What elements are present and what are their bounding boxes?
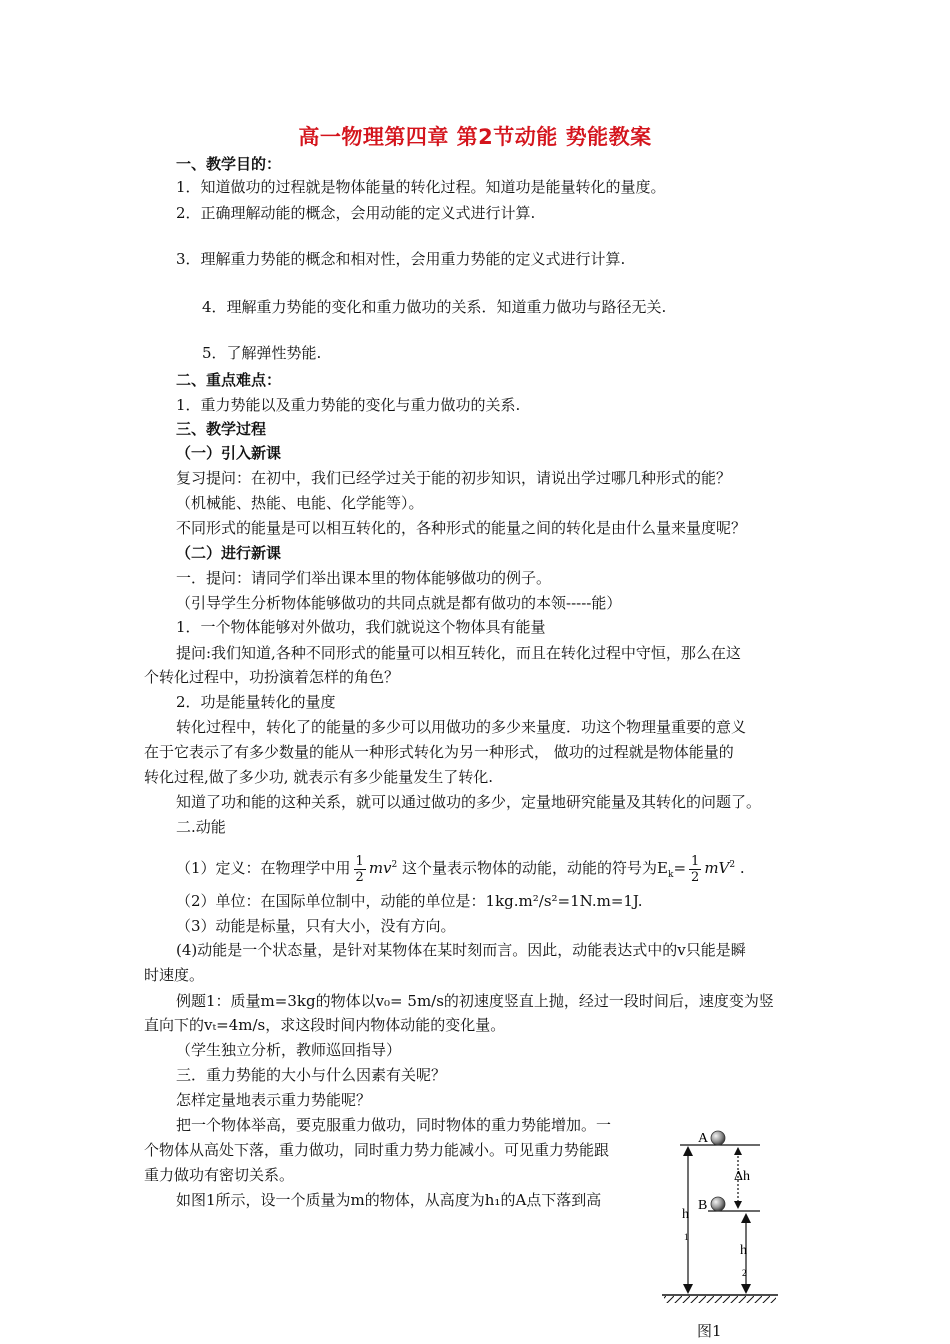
formula-exponent: 2 (729, 860, 736, 870)
figure-1-diagram (650, 1120, 790, 1344)
arrow-down-icon (741, 1284, 751, 1294)
definition-text: 这个量表示物体的动能，动能的符号为E (402, 859, 668, 877)
paragraph-line: 例题1：质量m=3kg的物体以v₀= 5m/s的初速度竖直上抛，经过一段时间后，速度变为竖 (176, 992, 774, 1010)
paragraph-line: 1．一个物体能够对外做功，我们就说这个物体具有能量 (176, 618, 546, 636)
fraction-one-half (689, 854, 701, 885)
subsection-heading-new-lesson: （二）进行新课 (176, 544, 282, 562)
label-h1-subscript: 1 (684, 1232, 689, 1242)
label-h1: h (682, 1207, 689, 1222)
formula-exponent: 2 (391, 860, 398, 870)
paragraph-line: 怎样定量地表示重力势能呢？ (176, 1091, 372, 1109)
paragraph-line: （2）单位：在国际单位制中，动能的单位是：1kg.m²/s²=1N.m=1J. (176, 892, 643, 910)
paragraph-line: 一．提问：请同学们举出课本里的物体能够做功的例子。 (176, 569, 552, 587)
paragraph-line: 知道了功和能的这种关系，就可以通过做功的多少，定量地研究能量及其转化的问题了。 (176, 793, 762, 811)
formula-period: . (739, 859, 745, 877)
objective-item: 4．理解重力势能的变化和重力做功的关系．知道重力做功与路径无关. (202, 298, 667, 316)
label-delta-h: Δh (734, 1169, 751, 1184)
paragraph-line: 个物体从高处下落，重力做功，同时重力势力能减小。可见重力势能跟 (144, 1141, 610, 1159)
arrow-down-icon (734, 1201, 742, 1209)
fraction-numerator: 1 (355, 853, 364, 869)
figure-caption: 图1 (697, 1322, 722, 1340)
subsection-heading-intro: （一）引入新课 (176, 444, 282, 462)
paragraph-line: （机械能、热能、电能、化学能等）。 (176, 494, 424, 512)
paragraph-line: 转化过程,做了多少功, 就表示有多少能量发生了转化. (144, 768, 494, 786)
label-h2-subscript: 2 (742, 1268, 747, 1278)
paragraph-line: 把一个物体举高，要克服重力做功，同时物体的重力势能增加。一 (176, 1116, 612, 1134)
paragraph-line: (4)动能是一个状态量，是针对某物体在某时刻而言。因此，动能表达式中的v只能是瞬 (176, 941, 746, 959)
objective-item: 2．正确理解动能的概念，会用动能的定义式进行计算. (176, 204, 536, 222)
fraction-one-half (354, 854, 366, 885)
paragraph-line: 不同形式的能量是可以相互转化的，各种形式的能量之间的转化是由什么量来量度呢？ (176, 519, 747, 537)
arrow-up-icon (683, 1146, 693, 1156)
arrow-up-icon (741, 1213, 751, 1223)
kinetic-energy-definition (176, 850, 745, 890)
paragraph-line: 提问:我们知道,各种不同形式的能量可以相互转化，而且在转化过程中守恒，那么在这 (176, 644, 741, 662)
ball-a (711, 1131, 725, 1145)
fraction-denominator: 2 (355, 869, 364, 885)
formula-mv: mv (368, 859, 392, 877)
paragraph-line: 在于它表示了有多少数量的能从一种形式转化为另一种形式， 做功的过程就是物体能量的 (144, 743, 734, 761)
ground-hatch (664, 1296, 776, 1303)
ball-b (711, 1197, 725, 1211)
paragraph-line: 个转化过程中，功扮演着怎样的角色？ (144, 668, 400, 686)
objective-item: 5．了解弹性势能. (202, 344, 322, 362)
arrow-up-icon (734, 1147, 742, 1155)
section-heading-key-points: 二、重点难点： (176, 371, 282, 389)
label-a: A (698, 1131, 709, 1146)
section-heading-process: 三、教学过程 (176, 420, 267, 438)
paragraph-line: 如图1所示，设一个质量为m的物体，从高度为h₁的A点下落到高 (176, 1191, 602, 1209)
paragraph-line: 二.动能 (176, 818, 226, 836)
objective-item: 3．理解重力势能的概念和相对性，会用重力势能的定义式进行计算. (176, 250, 626, 268)
formula-mV: mV (704, 859, 730, 877)
paragraph-line: 时速度。 (144, 966, 205, 984)
paragraph-line: （学生独立分析，教师巡回指导） (176, 1041, 402, 1059)
definition-text: （1）定义：在物理学中用 (176, 859, 351, 877)
key-point-item: 1．重力势能以及重力势能的变化与重力做功的关系. (176, 396, 521, 414)
paragraph-line: 直向下的vₜ=4m/s，求这段时间内物体动能的变化量。 (144, 1016, 506, 1034)
formula-subscript: k (668, 870, 674, 880)
paragraph-line: 复习提问：在初中，我们已经学过关于能的初步知识，请说出学过哪几种形式的能？ (176, 469, 732, 487)
paragraph-line: 2．功是能量转化的量度 (176, 693, 336, 711)
paragraph-line: 三．重力势能的大小与什么因素有关呢？ (176, 1066, 447, 1084)
fraction-numerator: 1 (691, 853, 700, 869)
paragraph-line: 转化过程中，转化了的能量的多少可以用做功的多少来量度．功这个物理量重要的意义 (176, 718, 747, 736)
formula-equals: = (673, 859, 687, 877)
paragraph-line: 重力做功有密切关系。 (144, 1166, 295, 1184)
document-title: 高一物理第四章 第2节动能 势能教案 (298, 125, 652, 149)
fraction-denominator: 2 (691, 869, 700, 885)
label-b: B (698, 1198, 708, 1213)
paragraph-line: （引导学生分析物体能够做功的共同点就是都有做功的本领-----能） (176, 594, 622, 612)
paragraph-line: （3）动能是标量，只有大小，没有方向。 (176, 917, 456, 935)
label-h2: h (740, 1243, 747, 1258)
section-heading-objectives: 一、教学目的： (176, 155, 282, 173)
objective-item: 1．知道做功的过程就是物体能量的转化过程。知道功是能量转化的量度。 (176, 178, 666, 196)
arrow-down-icon (683, 1284, 693, 1294)
